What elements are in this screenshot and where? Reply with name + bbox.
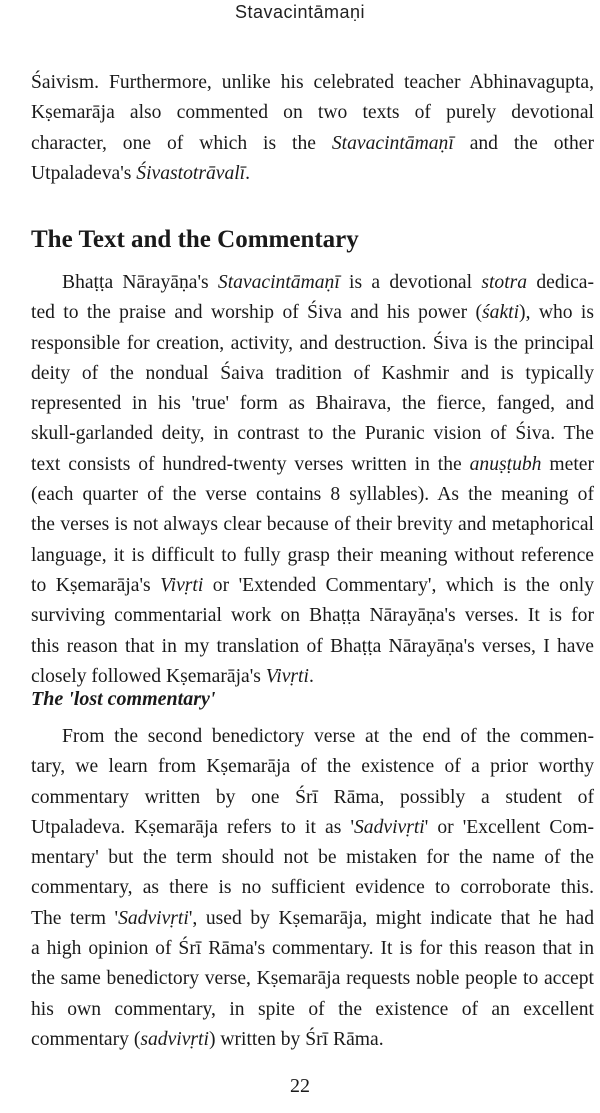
subsection-heading: The 'lost commentary' [31, 688, 216, 710]
text-line: skull-garlanded deity, in contrast to the Puranic vision of Śiva. The [31, 423, 594, 445]
text-line: tary, we learn from Kṣemarāja of the existence of a prior worthy [31, 756, 594, 778]
text-line: this reason that in my translation of Bhaṭṭa Nārayāṇa's verses, I have [31, 635, 594, 657]
text-line: responsible for creation, activity, and destruction. Śiva is the principal [31, 332, 594, 354]
text-line: the verses is not always clear because of their brevity and metaphorical [31, 514, 594, 536]
text-line: mentary' but the term should not be mistaken for the name of the [31, 847, 594, 869]
text-line: Utpaladeva. Kṣemarāja refers to it as 'Sadvivṛti' or 'Excellent Com- [31, 816, 594, 838]
text-line: (each quarter of the verse contains 8 syllables). As the meaning of [31, 484, 594, 506]
text-line: ted to the praise and worship of Śiva and his power (śakti), who is [31, 302, 594, 324]
text-line: a high opinion of Śrī Rāma's commentary. It is for this reason that in [31, 938, 594, 960]
text-line: represented in his 'true' form as Bhairava, the fierce, fanged, and [31, 393, 594, 415]
text-line: commentary written by one Śrī Rāma, possibly a student of [31, 786, 594, 808]
paragraph-intro [31, 68, 594, 189]
text-line: language, it is difficult to fully grasp their meaning without reference [31, 544, 594, 566]
text-line: Utpaladeva's Śivastotrāvalī. [31, 162, 251, 184]
text-line: the same benedictory verse, Kṣemarāja requests noble people to accept [31, 968, 594, 990]
text-line: From the second benedictory verse at the end of the commen- [62, 726, 594, 747]
text-line: closely followed Kṣemarāja's Vivṛti. [31, 665, 314, 687]
text-line: The term 'Sadvivṛti', used by Kṣemarāja, might indicate that he had [31, 907, 594, 929]
text-line: Bhaṭṭa Nārayāṇa's Stavacintāmaṇī is a devotional stotra dedica- [62, 272, 594, 293]
text-line: surviving commentarial work on Bhaṭṭa Nārayāṇa's verses. It is for [31, 605, 594, 627]
running-head: Stavacintāmaṇi [234, 2, 366, 22]
text-line: Śaivism. Furthermore, unlike his celebrated teacher Abhinavagupta, [31, 72, 594, 93]
text-line: deity of the nondual Śaiva tradition of Kashmir and is typically [31, 362, 594, 384]
text-line: character, one of which is the Stavacintāmaṇī and the other [31, 132, 595, 154]
paragraph-text-commentary [31, 268, 594, 692]
page-number: 22 [290, 1075, 310, 1097]
text-line: to Kṣemarāja's Vivṛti or 'Extended Commentary', which is the only [31, 574, 594, 596]
section-heading: The Text and the Commentary [31, 226, 359, 253]
text-line: commentary, as there is no sufficient evidence to corroborate this. [31, 877, 594, 899]
text-line: commentary (sadvivṛti) written by Śrī Rāma. [31, 1028, 384, 1050]
paragraph-lost-commentary [31, 722, 594, 1055]
text-line: Kṣemarāja also commented on two texts of purely devotional [31, 102, 594, 124]
text-line: text consists of hundred-twenty verses written in the anuṣṭubh meter [31, 453, 594, 475]
text-line: his own commentary, in spite of the existence of an excellent [31, 998, 594, 1020]
